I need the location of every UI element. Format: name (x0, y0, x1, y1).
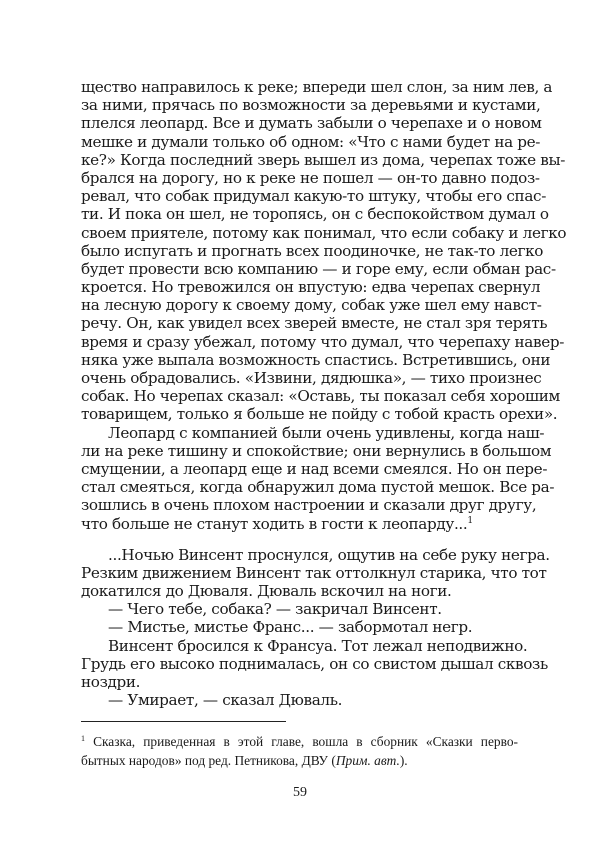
footnote-text: ). (399, 753, 408, 768)
text-line (81, 545, 550, 564)
main-text (81, 78, 567, 710)
paragraph-gap (81, 533, 518, 546)
line-text: смущении, а леопард еще и над всеми смеялся. Но он пере- (81, 459, 548, 478)
text-line (81, 515, 518, 533)
text-line (81, 205, 549, 224)
text-line (81, 618, 518, 636)
line-text: ке?» Когда последний зверь вышел из дома, черепах тоже вы- (81, 150, 566, 169)
footnote-text: Сказка, приведенная в этой главе, вошла в сборник «Сказки перво- (93, 734, 518, 749)
line-text: Леопард с компанией были очень удивлены, когда наш- (108, 423, 545, 442)
text-line (81, 691, 518, 709)
text-line (81, 496, 537, 515)
text-line (81, 459, 548, 478)
line-text: — Мистье, мистье Франс... — забормотал негр. (108, 618, 473, 637)
line-text: время и сразу убежал, потому что думал, что черепаху навер- (81, 332, 565, 351)
line-text: ли на реке тишину и спокойствие; они вернулись в большом (81, 441, 552, 460)
paragraph (81, 78, 567, 424)
text-line (81, 150, 566, 169)
text-line (81, 168, 540, 187)
line-text: — Чего тебе, собака? — закричал Винсент. (108, 600, 442, 619)
text-line (81, 636, 528, 655)
text-line (81, 78, 553, 96)
paragraph (81, 618, 518, 636)
text-line (81, 654, 548, 673)
paragraph (81, 423, 555, 533)
line-text: ти. И пока он шел, не торопясь, он с беспокойством думал о (81, 205, 549, 224)
text-line (81, 114, 542, 133)
text-line (81, 350, 551, 369)
footnote-line (81, 732, 518, 751)
text-line (81, 582, 518, 600)
text-line (81, 223, 567, 242)
footnote-italic: Прим. авт. (335, 753, 400, 768)
line-text: было испугать и прогнать всех поодиночке, не так-то легко (81, 241, 544, 260)
line-text: за ними, прячась по возможности за деревьями и кустами, (81, 96, 541, 115)
text-line (81, 478, 555, 497)
footnote (81, 732, 518, 770)
line-text: очень обрадовались. «Извини, дядюшка», — тихо произнес (81, 369, 542, 387)
text-line (81, 278, 541, 297)
paragraph (81, 691, 518, 709)
line-text: на лесную дорогу к своему дому, собак уже шел ему навст- (81, 296, 542, 315)
line-text: будет провести всю компанию — и горе ему, если обман рас- (81, 259, 556, 278)
text-line (81, 369, 542, 387)
footnote-text: бытных народов» под ред. Петникова, ДВУ ( (81, 753, 336, 768)
text-line (81, 600, 518, 618)
line-text: няка уже выпала возможность спастись. Встретившись, они (81, 350, 551, 369)
text-line (81, 96, 541, 115)
text-line (81, 563, 547, 582)
text-line (81, 405, 558, 424)
line-text: брался на дорогу, но к реке не пошел — он-то давно подоз- (81, 168, 540, 187)
footnote-divider (81, 721, 286, 722)
line-text: щество направилось к реке; впереди шел слон, за ним лев, а (81, 78, 553, 96)
text-line (81, 187, 546, 206)
line-text: своем приятеле, потому как понимал, что если собаку и легко (81, 223, 567, 242)
text-line (81, 132, 541, 151)
text-line (81, 241, 544, 260)
footnote-line (81, 751, 518, 770)
text-line (81, 332, 565, 351)
line-text: докатился до Дюваля. Дюваль вскочил на ноги. (81, 582, 452, 601)
text-line (81, 314, 548, 333)
line-text: товарищем, только я больше не пойду с тобой красть орехи». (81, 405, 558, 424)
line-text: Винсент бросился к Франсуа. Тот лежал неподвижно. (108, 636, 528, 655)
footnote-mark: 1 (81, 734, 85, 743)
text-line (81, 259, 556, 278)
line-text: ...Ночью Винсент проснулся, ощутив на себе руку негра. (108, 545, 550, 564)
line-text: — Умирает, — сказал Дюваль. (108, 691, 343, 710)
paragraph (81, 636, 548, 692)
line-text: что больше не станут ходить в гости к леопарду... (81, 514, 468, 533)
footnote-ref[interactable]: 1 (467, 515, 473, 526)
line-text: собак. Но черепах сказал: «Оставь, ты показал себя хорошим (81, 387, 561, 406)
line-text: плелся леопард. Все и думать забыли о черепахе и о новом (81, 114, 542, 133)
paragraph (81, 545, 550, 601)
text-line (81, 296, 542, 315)
line-text: ноздри. (81, 673, 141, 691)
line-text: стал смеяться, когда обнаружил дома пустой мешок. Все ра- (81, 478, 555, 497)
line-text: речу. Он, как увидел всех зверей вместе, не стал зря терять (81, 314, 548, 333)
page-number: 59 (293, 785, 307, 800)
text-line (81, 387, 561, 406)
line-text: ревал, что собак придумал какую-то штуку, чтобы его спас- (81, 187, 546, 206)
line-text: Грудь его высоко поднималась, он со свистом дышал сквозь (81, 654, 548, 673)
line-text: кроется. Но тревожился он впустую: едва черепах свернул (81, 278, 541, 297)
line-text: зошлись в очень плохом настроении и сказали друг другу, (81, 496, 537, 515)
text-line (81, 673, 518, 691)
line-text: Резким движением Винсент так оттолкнул старика, что тот (81, 563, 547, 582)
text-line (81, 441, 552, 460)
paragraph (81, 600, 518, 618)
text-line (81, 423, 545, 442)
line-text: мешке и думали только об одном: «Что с нами будет на ре- (81, 132, 541, 151)
